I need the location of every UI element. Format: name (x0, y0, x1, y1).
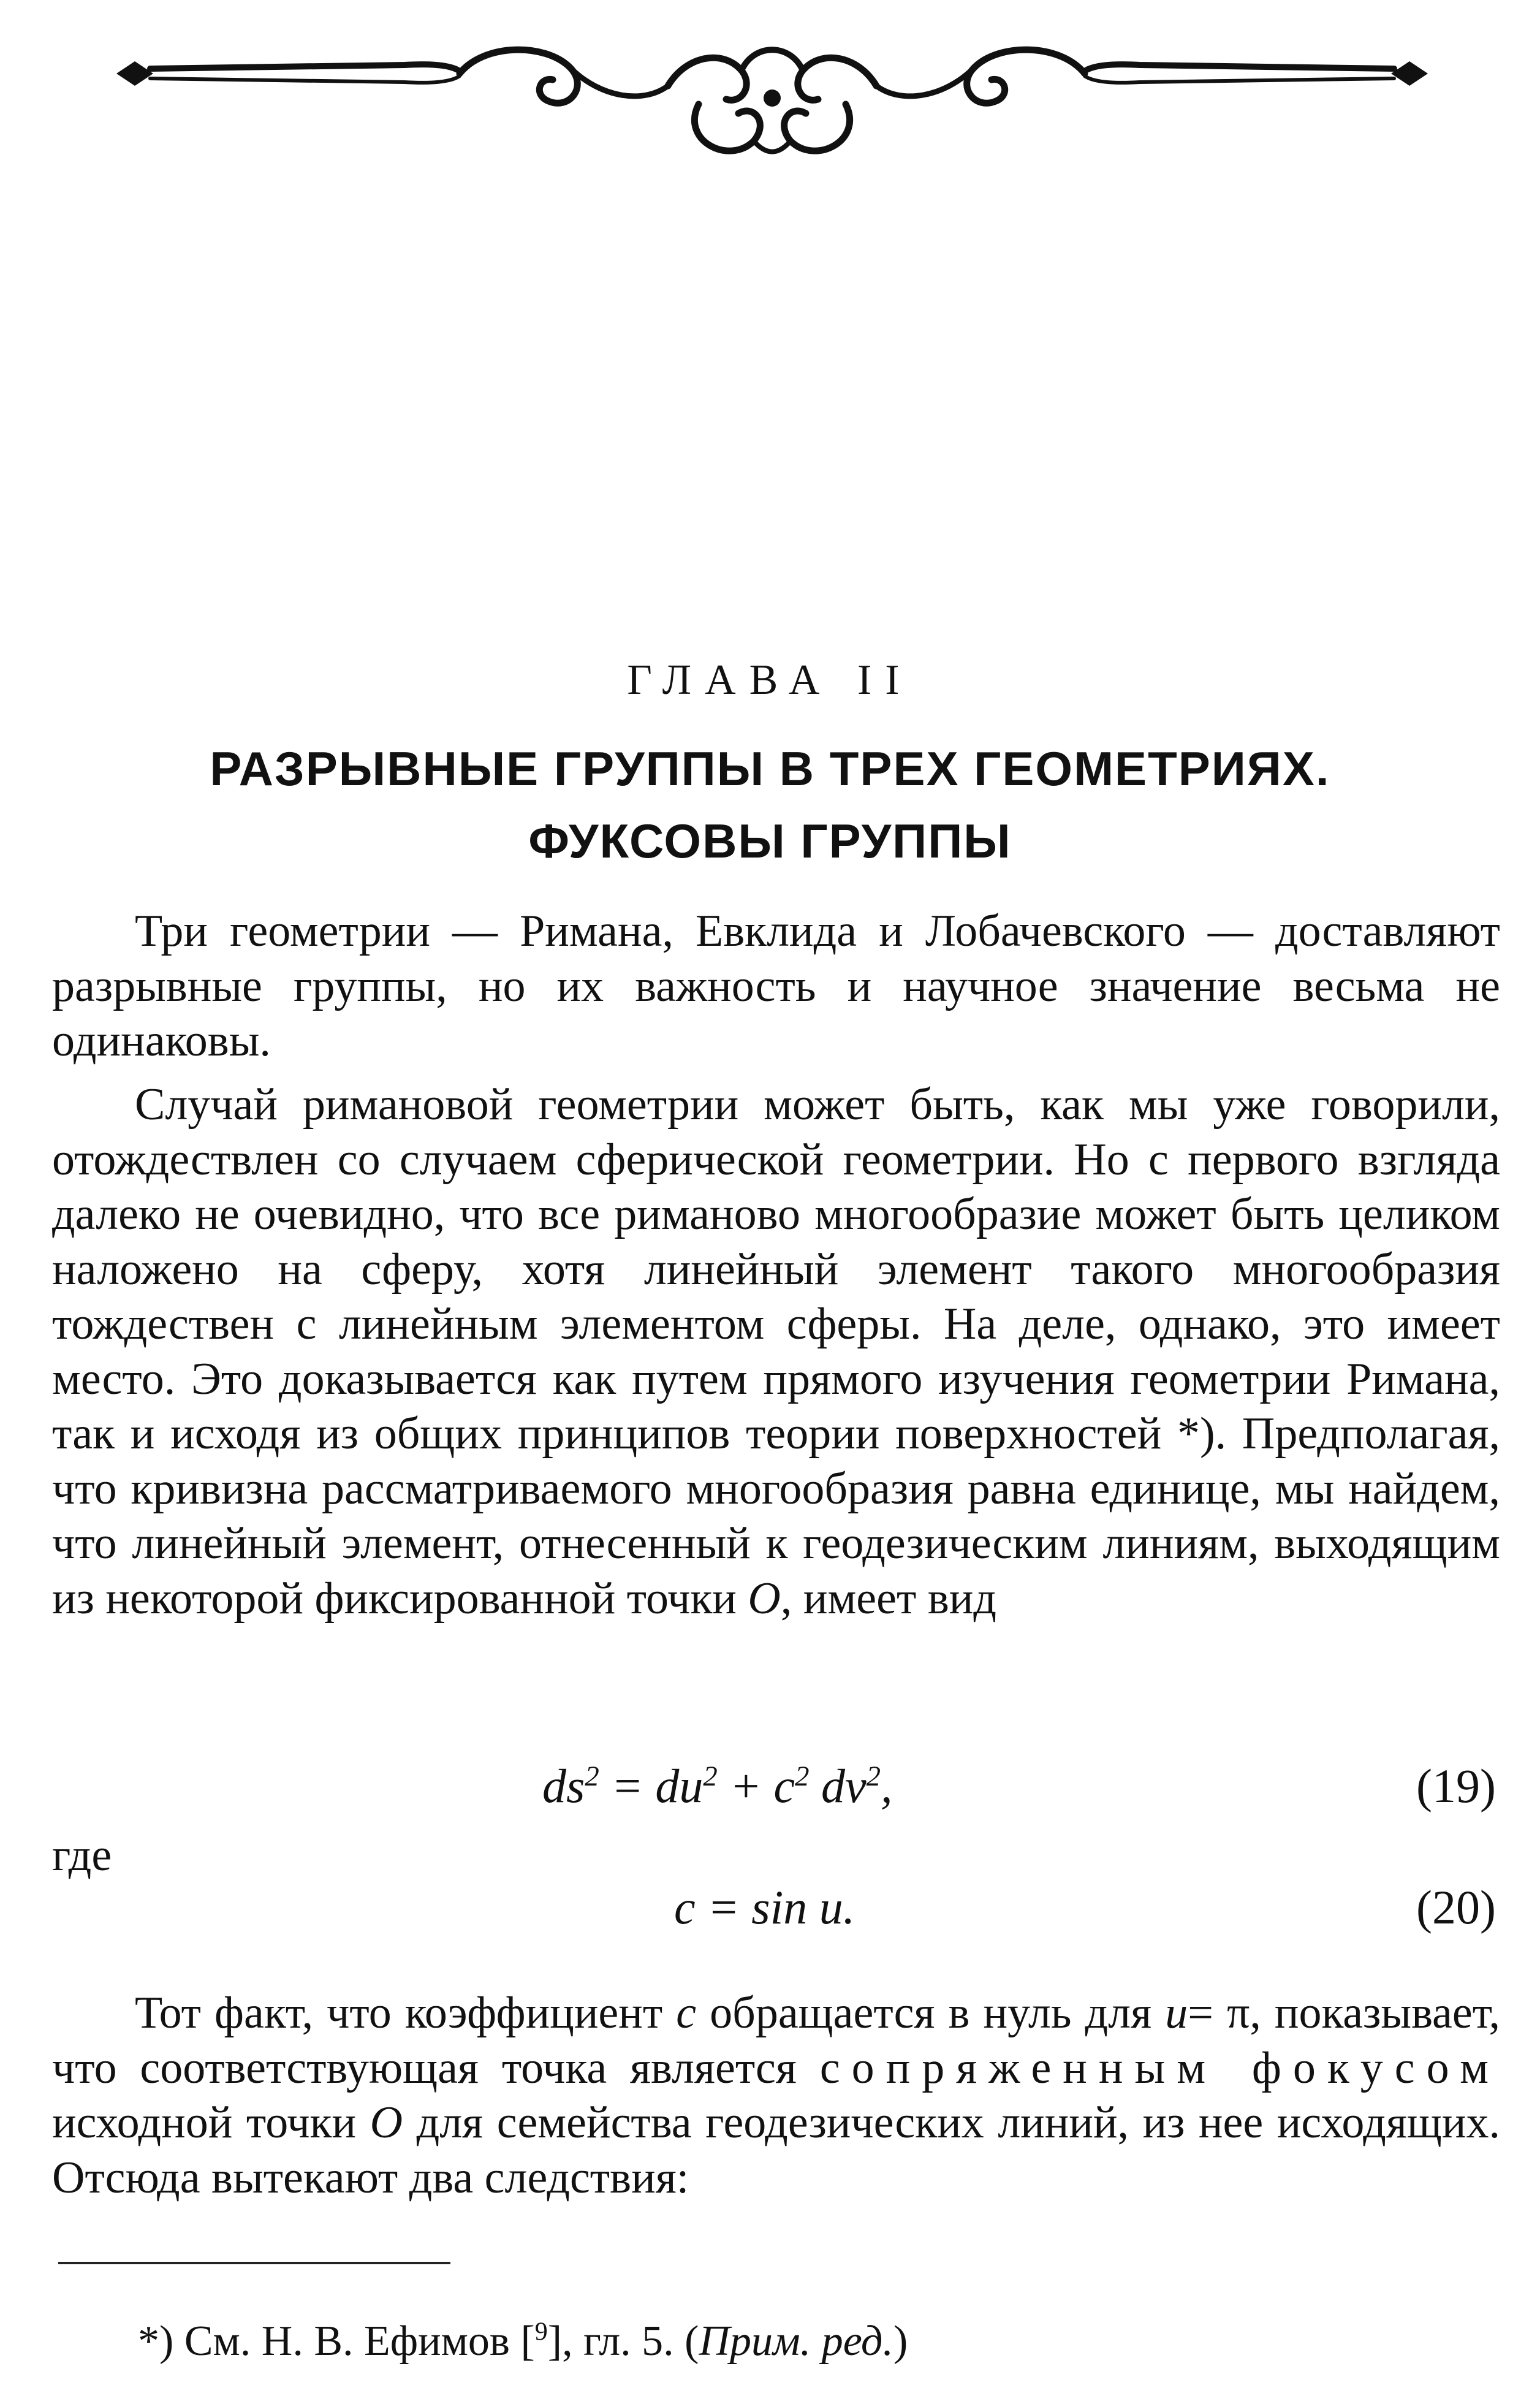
eq19-sup-2: 2 (703, 1760, 718, 1792)
footnote (138, 2320, 908, 2363)
paragraph-2-text-c: , имеет вид (780, 1573, 997, 1624)
eq19-ds: ds (542, 1759, 585, 1813)
equation-19-number: (19) (1416, 1759, 1496, 1813)
chapter-title (92, 732, 1448, 877)
paragraph-3-text-b: обращается в нуль для (710, 1988, 1152, 2038)
variable-u-symbol: u (1165, 1988, 1188, 2038)
paragraph-block-1 (52, 904, 1500, 1069)
equation-19-expression (542, 1759, 893, 1813)
emphasized-term: сопряженным фокусом (819, 2042, 1501, 2093)
eq19-dv: dv (809, 1759, 867, 1813)
paragraph-2 (52, 1078, 1500, 1626)
point-o-symbol-2: O (370, 2098, 403, 2148)
paragraph-2-text-a: Случай римановой геометрии может быть, как мы уже говорили, отождествлен со случаем сферической геометрии. Но с первого взгляда далеко не очевидно, что все риманово многообразие может быть целиком наложено на сферу, хотя линейный элемент такого многообразия тождествен с линейным элементом сферы. На деле, однако, это имеет место. Это доказывается как путем прямого изучения геометрии Римана, так и исходя из общих принципов теории поверхностей (52, 1079, 1500, 1459)
where-label: где (52, 1830, 112, 1881)
footnote-text-a: См. Н. В. Ефимов [ (184, 2318, 535, 2365)
paragraph-3-text-d: исходной точки (52, 2098, 357, 2148)
paragraph-2-text-b: Предполагая, что кривизна рассматриваемого многообразия равна единице, мы найдем, что линейный элемент, отнесенный к геодезическим линиям, выходящим из некоторой фиксированной точки (52, 1409, 1500, 1624)
paragraph-3-text-a: Тот факт, что коэффициент (135, 1988, 663, 2038)
footnote-ref-number: 9 (534, 2318, 548, 2346)
chapter-label: ГЛАВА II (627, 656, 913, 704)
eq19-du: = du (599, 1759, 704, 1813)
point-o-symbol: O (748, 1573, 781, 1624)
footnote-divider (58, 2262, 450, 2264)
footnote-marker: *) (138, 2318, 174, 2365)
coefficient-c-symbol: c (676, 1988, 697, 2038)
footnote-text-b: ], гл. 5. ( (547, 2318, 699, 2365)
equation-20-expression: c = sin u. (674, 1881, 855, 1934)
eq19-sup-3: 2 (795, 1760, 810, 1792)
paragraph-1: Три геометрии — Римана, Евклида и Лобачевского — доставляют разрывные группы, но их важность и научное значение весьма не одинаковы. (52, 906, 1500, 1066)
eq19-c: + c (717, 1759, 795, 1813)
paragraph-block-3 (52, 1986, 1500, 2205)
paragraph-block-2 (52, 1078, 1500, 1626)
decorative-header-ornament (116, 31, 1428, 172)
chapter-title-line-1: РАЗРЫВНЫЕ ГРУППЫ В ТРЕХ ГЕОМЕТРИЯХ. (210, 742, 1330, 796)
equation-20-number: (20) (1416, 1881, 1496, 1934)
eq19-comma: , (881, 1759, 893, 1813)
eq19-sup-1: 2 (585, 1760, 599, 1792)
paragraph-3 (52, 1986, 1500, 2205)
footnote-text-c: ) (893, 2318, 908, 2365)
footnote-ref-marker: *). (1177, 1409, 1227, 1459)
paragraph-3-equality: = π, показывает, что соответствующая точка является (52, 1988, 1501, 2093)
eq19-sup-4: 2 (866, 1760, 881, 1792)
chapter-title-line-2: ФУКСОВЫ ГРУППЫ (528, 814, 1012, 868)
footnote-editor-note: Прим. ред. (699, 2318, 893, 2365)
paragraph-3-text-e: для семейства геодезических линий, из нее исходящих. Отсюда вытекают два следствия: (52, 2098, 1501, 2203)
